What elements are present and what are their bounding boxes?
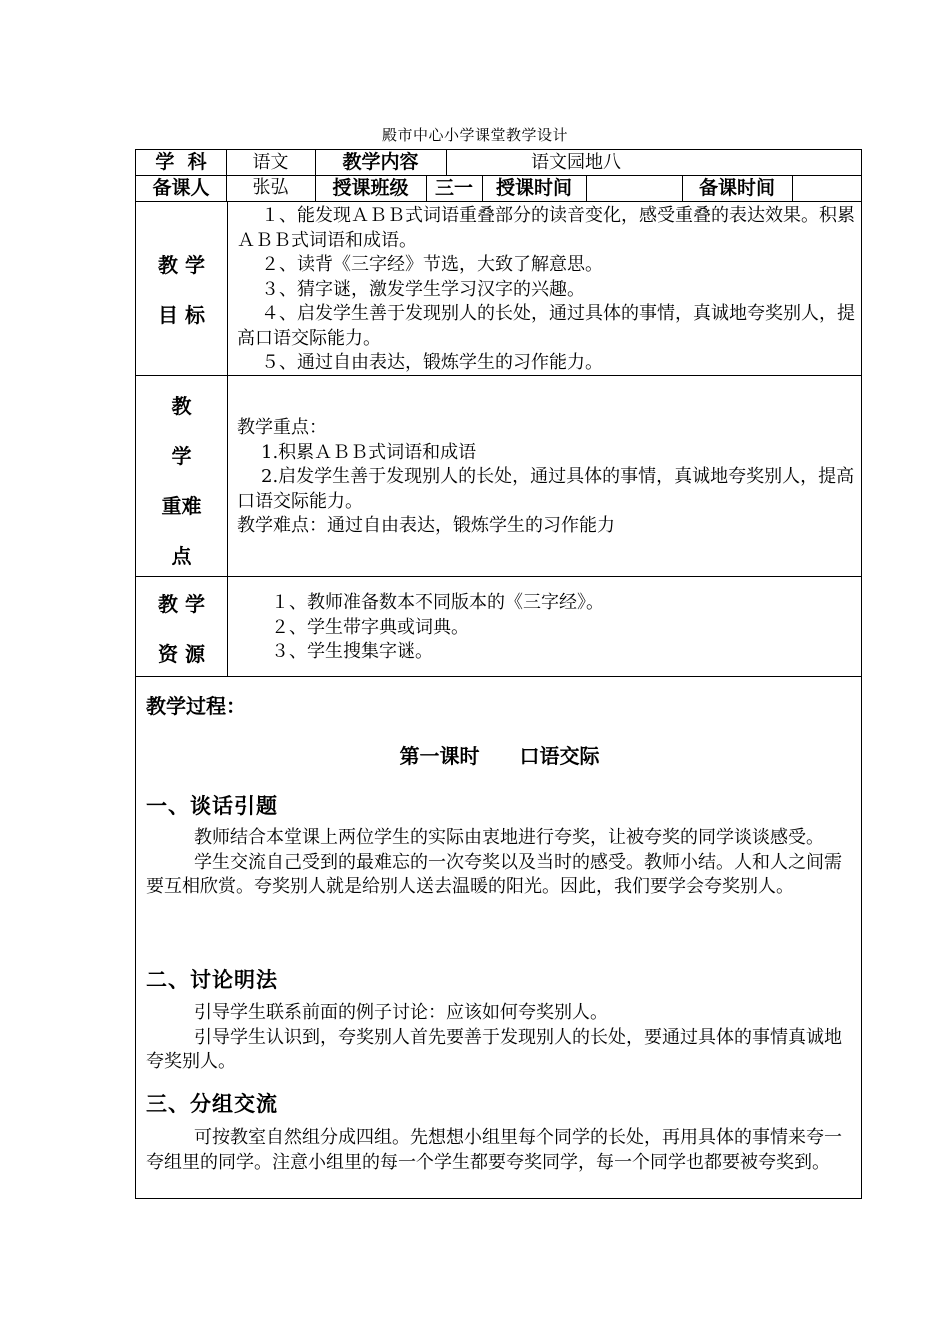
content-value: 语文园地八 (531, 152, 621, 173)
keypoints-heading: 教学重点： (237, 417, 327, 438)
resources-label-2: 资 源 (158, 642, 205, 666)
section-body (146, 1126, 856, 1175)
resource-item: ３、学生搜集字谜。 (271, 641, 433, 662)
lesson-plan-table (135, 149, 862, 1199)
goal-item: ２、读背《三字经》节选，大致了解意思。 (261, 254, 603, 275)
row-divider (136, 201, 861, 202)
content-label: 教学内容 (342, 151, 419, 173)
keypoints-label-1: 教 (171, 394, 192, 418)
process-heading: 教学过程： (146, 694, 246, 718)
lesson-title: 第一课时 口语交际 (399, 744, 600, 768)
goal-item: ４、启发学生善于发现别人的长处，通过具体的事情，真诚地夸奖别人，提高口语交际能力。 (237, 303, 855, 349)
teacher-label: 备课人 (152, 177, 210, 199)
col-divider (227, 201, 228, 676)
keypoints-label-2: 学 (171, 444, 192, 468)
prep-value (792, 175, 861, 201)
goal-item: ５、通过自由表达，锻炼学生的习作能力。 (261, 352, 603, 373)
time-value (586, 175, 682, 201)
row-divider (136, 576, 861, 577)
keypoint-item: 1.积累ＡＢＢ式词语和成语 (261, 441, 477, 463)
resources-content (237, 591, 857, 665)
resource-item: ２、学生带字典或词典。 (271, 616, 469, 638)
keypoints-label-4: 点 (171, 544, 192, 568)
resources-label-1: 教 学 (158, 592, 205, 616)
goals-label-1: 教 学 (158, 253, 205, 277)
section-paragraph: 可按教室自然组分成四组。先想想小组里每个同学的长处，再用具体的事情来夸一夸组里的同学。注意小组里的每一个学生都要夸奖同学，每一个同学也都要被夸奖到。 (146, 1127, 842, 1173)
subject-value: 语文 (252, 152, 289, 173)
doc-title: 殿市中心小学课堂教学设计 (381, 126, 568, 144)
section-paragraph: 学生交流自己受到的最难忘的一次夸奖以及当时的感受。教师小结。人和人之间需要互相欣赏。夸奖别人就是给别人送去温暖的阳光。因此，我们要学会夸奖别人。 (146, 851, 842, 897)
section-paragraph: 教师结合本堂课上两位学生的实际由衷地进行夸奖，让被夸奖的同学谈谈感受。 (194, 827, 824, 848)
goal-item: ３、猜字谜，激发学生学习汉字的兴趣。 (261, 278, 585, 300)
class-value: 三一 (434, 177, 473, 199)
class-label: 授课班级 (332, 177, 409, 199)
section-paragraph: 引导学生认识到，夸奖别人首先要善于发现别人的长处，要通过具体的事情真诚地夸奖别人。 (146, 1026, 842, 1072)
goals-label-2: 目 标 (158, 303, 205, 327)
subject-label: 学 科 (155, 151, 207, 173)
section-title: 二、讨论明法 (146, 967, 278, 992)
goal-item: １、能发现ＡＢＢ式词语重叠部分的读音变化，感受重叠的表达效果。积累ＡＢＢ式词语和成语。 (237, 205, 855, 251)
time-label: 授课时间 (495, 177, 572, 199)
prep-label: 备课时间 (698, 177, 775, 199)
teacher-value: 张弘 (252, 177, 289, 198)
section-body (146, 1001, 856, 1075)
difficulty-text: 教学难点：通过自由表达，锻炼学生的习作能力 (237, 515, 615, 536)
section-title: 一、谈话引题 (146, 793, 278, 818)
goals-content (237, 204, 857, 376)
resource-item: １、教师准备数本不同版本的《三字经》。 (271, 592, 604, 613)
section-body (146, 826, 856, 900)
keypoints-content (237, 416, 857, 539)
section-paragraph: 引导学生联系前面的例子讨论：应该如何夸奖别人。 (194, 1002, 608, 1023)
keypoint-item: 2.启发学生善于发现别人的长处，通过具体的事情，真诚地夸奖别人，提高口语交际能力。 (237, 466, 855, 512)
keypoints-label-3: 重难 (161, 494, 202, 518)
section-title: 三、分组交流 (146, 1091, 278, 1116)
row-divider (136, 676, 861, 677)
